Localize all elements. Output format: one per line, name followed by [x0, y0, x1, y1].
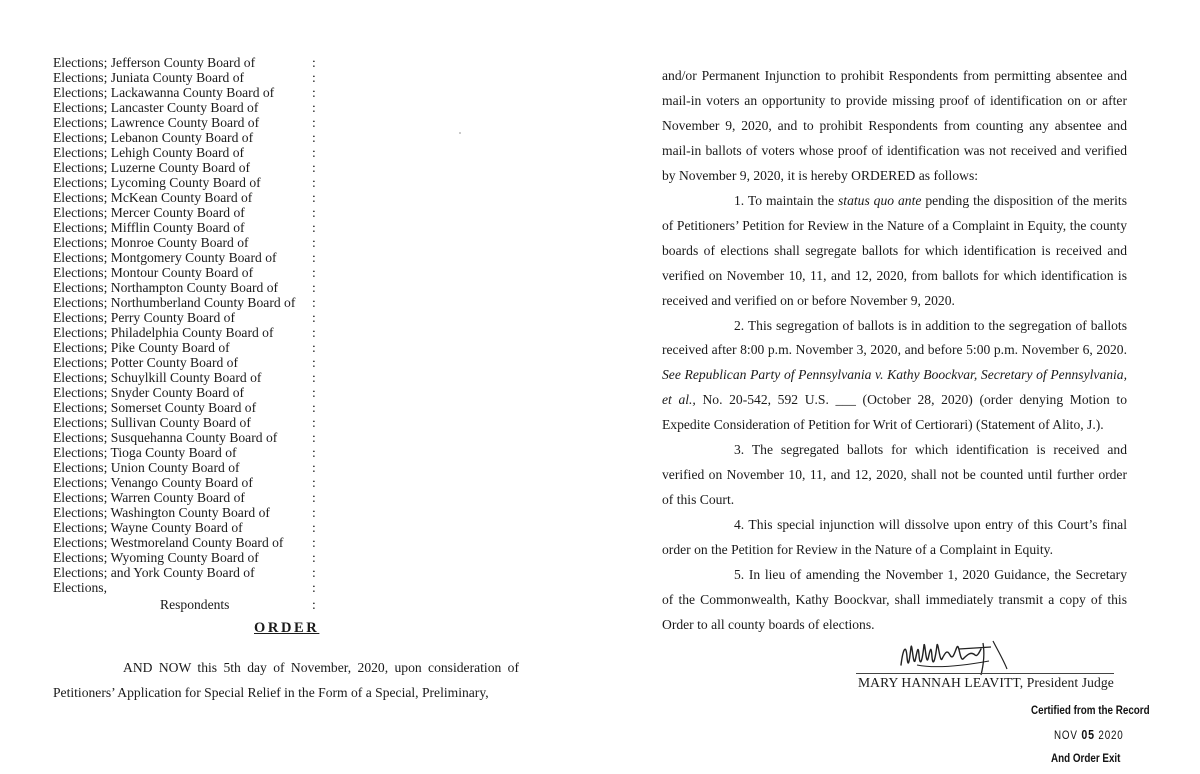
caption-line	[53, 430, 333, 445]
caption-party-text: Elections; Lawrence County Board of	[53, 115, 260, 130]
caption-line	[53, 400, 333, 415]
caption-colon: :	[312, 115, 316, 130]
caption-colon: :	[312, 415, 316, 430]
caption-party-text: Elections; Sullivan County Board of	[53, 415, 251, 430]
caption-colon: :	[312, 385, 316, 400]
caption-party-text: Elections; Northampton County Board of	[53, 280, 279, 295]
caption-party-text: Elections; Wyoming County Board of	[53, 550, 259, 565]
caption-line	[53, 535, 333, 550]
caption-party-text: Elections; Wayne County Board of	[53, 520, 243, 535]
caption-colon: :	[312, 295, 316, 310]
left-page	[0, 0, 580, 774]
caption-party-text: Elections; Lycoming County Board of	[53, 175, 261, 190]
caption-colon: :	[312, 160, 316, 175]
caption-colon: :	[312, 310, 316, 325]
scan-speck	[459, 132, 461, 134]
caption-line	[53, 340, 333, 355]
caption-party-text: Elections; Snyder County Board of	[53, 385, 245, 400]
caption-line	[53, 580, 333, 595]
caption-colon: :	[312, 325, 316, 340]
caption-colon: :	[312, 430, 316, 445]
order-paragraph-2: 2. This segregation of ballots is in addition to the segregation of ballots received after 8:00 p.m. November 3, 2020, and before 5:00 p.m. November 6, 2020. See Republican Party of Pennsylvania v. Kathy Boockvar, Secretary of Pennsylvania, et al., No. 20-542, 592 U.S. ___ (October 28, 2020) (order denying Motion to Expedite Consideration of Petition for Writ of Certiorari) (Statement of Alito, J.).	[662, 317, 1127, 433]
caption-colon: :	[312, 400, 316, 415]
caption-line	[53, 415, 333, 430]
judge-name: MARY HANNAH LEAVITT, President Judge	[858, 675, 1114, 690]
caption-party-text: Elections; Susquehanna County Board of	[53, 430, 278, 445]
order-heading: ORDER	[254, 620, 320, 636]
caption-party-text: Elections; Somerset County Board of	[53, 400, 257, 415]
intro-text: AND NOW this 5th day of November, 2020, upon consideration of Petitioners’ Application for Special Relief in the Form of a Special, Preliminary,	[53, 660, 519, 700]
caption-line	[53, 100, 333, 115]
caption-colon: :	[312, 250, 316, 265]
caption-line	[53, 475, 333, 490]
order-body	[662, 64, 1127, 638]
intro-paragraph	[53, 655, 519, 705]
caption-line	[53, 160, 333, 175]
caption-party-text: Elections; Schuylkill County Board of	[53, 370, 262, 385]
caption-line	[53, 265, 333, 280]
caption-colon: :	[312, 175, 316, 190]
caption-line	[53, 115, 333, 130]
caption-colon: :	[312, 490, 316, 505]
caption-colon: :	[312, 580, 316, 595]
caption-colon: :	[312, 370, 316, 385]
caption-line	[53, 175, 333, 190]
caption-line	[53, 355, 333, 370]
stamp-date: NOV 05 2020	[1054, 727, 1124, 742]
caption-colon: :	[312, 340, 316, 355]
caption-party-text: Elections; Lancaster County Board of	[53, 100, 259, 115]
caption-party-text: Elections; Philadelphia County Board of	[53, 325, 274, 340]
caption-colon: :	[312, 100, 316, 115]
order-paragraph-4: 4. This special injunction will dissolve upon entry of this Court’s final order on the Petition for Review in the Nature of a Complaint in Equity.	[662, 517, 1127, 558]
certified-stamp: Certified from the Record	[1031, 703, 1150, 717]
caption-colon: :	[312, 280, 316, 295]
caption-line	[53, 295, 333, 310]
caption-colon: :	[312, 190, 316, 205]
continuation-paragraph: and/or Permanent Injunction to prohibit Respondents from permitting absentee and mail-in voters an opportunity to provide missing proof of identification on or after November 9, 2020, and to prohibit Respondents from counting any absentee and mail-in ballots of voters whose proof of identification was not received and verified by November 9, 2020, it is hereby ORDERED as follows:	[662, 68, 1127, 183]
caption-colon: :	[312, 597, 316, 612]
caption-line	[53, 385, 333, 400]
caption-line	[53, 505, 333, 520]
judge-signature	[897, 635, 1009, 677]
caption-party-text: Elections; Luzerne County Board of	[53, 160, 251, 175]
caption-colon: :	[312, 55, 316, 70]
order-paragraph-5: 5. In lieu of amending the November 1, 2020 Guidance, the Secretary of the Commonwealth, Kathy Boockvar, shall immediately transmit a copy of this Order to all county boards of elections.	[662, 567, 1127, 632]
respondents-label: Respondents	[160, 597, 230, 612]
caption-colon: :	[312, 445, 316, 460]
caption-line	[53, 70, 333, 85]
caption-colon: :	[312, 535, 316, 550]
caption-party-text: Elections; Mifflin County Board of	[53, 220, 245, 235]
caption-colon: :	[312, 265, 316, 280]
caption-colon: :	[312, 220, 316, 235]
caption-colon: :	[312, 520, 316, 535]
caption-party-text: Elections; McKean County Board of	[53, 190, 253, 205]
caption-party-text: Elections; Monroe County Board of	[53, 235, 249, 250]
order-paragraph-1: 1. To maintain the status quo ante pending the disposition of the merits of Petitioners’ Petition for Review in the Nature of a Complaint in Equity, the county boards of elections shall segregate ballots for which identification is received and verified on November 10, 11, and 12, 2020, from ballots for which identification is received and verified on or before November 9, 2020.	[662, 192, 1127, 308]
caption-party-text: Elections; Pike County Board of	[53, 340, 230, 355]
order-paragraph-3: 3. The segregated ballots for which identification is received and verified on November 10, 11, and 12, 2020, shall not be counted until further order of this Court.	[662, 442, 1127, 508]
caption-party-text: Elections; Mercer County Board of	[53, 205, 245, 220]
caption-party-text: Elections; Potter County Board of	[53, 355, 239, 370]
caption-line	[53, 130, 333, 145]
caption-party-text: Elections; Lebanon County Board of	[53, 130, 254, 145]
caption-party-text: Elections; Union County Board of	[53, 460, 240, 475]
caption-colon: :	[312, 85, 316, 100]
caption-line	[53, 85, 333, 100]
caption-line	[53, 520, 333, 535]
caption-party-text: Elections; Lackawanna County Board of	[53, 85, 275, 100]
caption-colon: :	[312, 70, 316, 85]
caption-party-text: Elections; Perry County Board of	[53, 310, 235, 325]
caption-line	[53, 235, 333, 250]
caption-party-text: Elections; and York County Board of	[53, 565, 255, 580]
caption-colon: :	[312, 565, 316, 580]
caption-colon: :	[312, 550, 316, 565]
caption-line	[53, 325, 333, 340]
caption-party-text: Elections; Tioga County Board of	[53, 445, 237, 460]
caption-party-text: Elections; Northumberland County Board of	[53, 295, 296, 310]
caption-line	[53, 490, 333, 505]
caption-party-text: Elections; Lehigh County Board of	[53, 145, 245, 160]
order-exit-stamp: And Order Exit	[1051, 751, 1121, 765]
caption-line	[53, 550, 333, 565]
caption-party-text: Elections,	[53, 580, 107, 595]
caption-line	[53, 205, 333, 220]
caption-line	[53, 460, 333, 475]
caption-line	[53, 565, 333, 580]
caption-party-text: Elections; Venango County Board of	[53, 475, 253, 490]
caption-party-text: Elections; Montgomery County Board of	[53, 250, 277, 265]
caption-colon: :	[312, 475, 316, 490]
caption-line	[53, 310, 333, 325]
right-page	[600, 0, 1200, 774]
respondents-line	[53, 597, 333, 613]
caption-colon: :	[312, 460, 316, 475]
caption-line	[53, 445, 333, 460]
caption-party-text: Elections; Jefferson County Board of	[53, 55, 256, 70]
caption-line	[53, 250, 333, 265]
caption-line	[53, 280, 333, 295]
caption-line	[53, 370, 333, 385]
caption-line	[53, 55, 333, 70]
caption-colon: :	[312, 505, 316, 520]
caption-line	[53, 190, 333, 205]
caption-party-text: Elections; Montour County Board of	[53, 265, 254, 280]
caption-colon: :	[312, 145, 316, 160]
caption-colon: :	[312, 130, 316, 145]
caption-line	[53, 220, 333, 235]
caption-party-text: Elections; Warren County Board of	[53, 490, 245, 505]
caption-party-text: Elections; Washington County Board of	[53, 505, 270, 520]
caption-party-text: Elections; Westmoreland County Board of	[53, 535, 284, 550]
caption-colon: :	[312, 355, 316, 370]
caption-colon: :	[312, 205, 316, 220]
caption-line	[53, 145, 333, 160]
case-caption	[53, 55, 333, 613]
caption-party-text: Elections; Juniata County Board of	[53, 70, 245, 85]
signature-line	[856, 673, 1114, 674]
caption-colon: :	[312, 235, 316, 250]
